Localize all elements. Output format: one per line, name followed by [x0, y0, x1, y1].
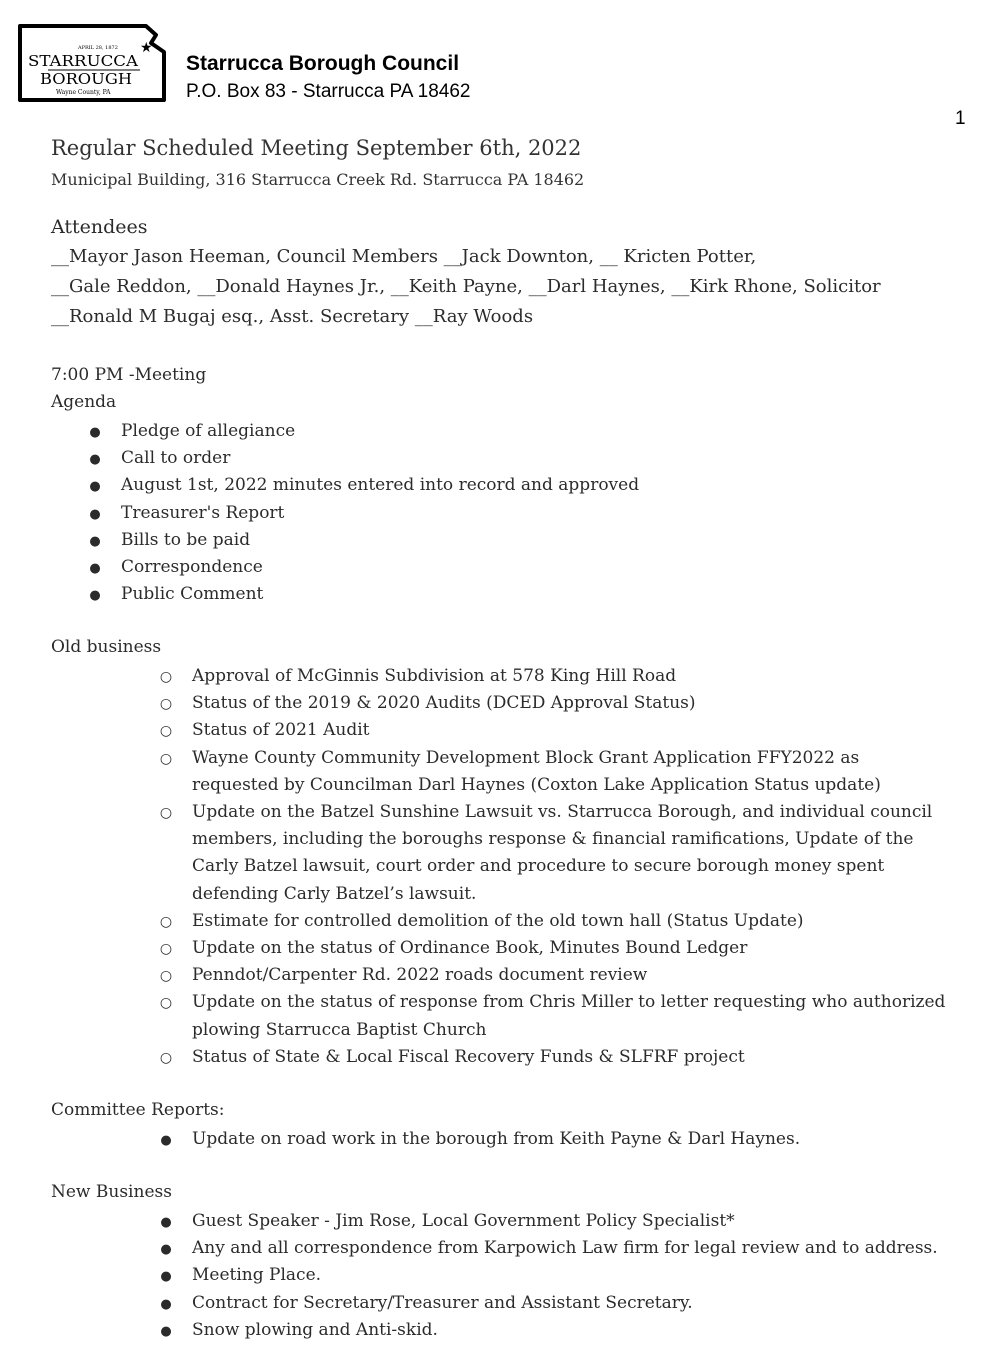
- old-business-heading: Old business: [51, 637, 162, 657]
- list-item-text: Call to order: [121, 448, 231, 469]
- circle-bullet-icon: [156, 935, 176, 963]
- logo-county: Wayne County, PA: [56, 89, 111, 96]
- list-item-text-line: Wayne County Community Development Block Grant Application FFY2022 as: [192, 747, 860, 768]
- list-item-text-line: Approval of McGinnis Subdivision at 578 King Hill Road: [192, 666, 677, 686]
- agenda-item: [121, 500, 639, 527]
- old-business-item: [192, 1044, 945, 1071]
- new-business-item: [192, 1235, 938, 1262]
- bullet-icon: [85, 500, 105, 528]
- list-item-text-line: requested by Councilman Darl Haynes (Coxton Lake Application Status update): [192, 774, 881, 795]
- bullet-icon: [156, 1208, 176, 1236]
- list-item-text: Update on road work in the borough from Keith Payne & Darl Haynes.: [192, 1129, 801, 1149]
- list-item-text: Any and all correspondence from Karpowich Law firm for legal review and to address.: [192, 1238, 938, 1259]
- org-address: P.O. Box 83 - Starrucca PA 18462: [186, 81, 471, 102]
- list-item-text-line: Status of the 2019 & 2020 Audits (DCED Approval Status): [192, 693, 696, 714]
- committee-reports-heading: Committee Reports:: [51, 1100, 225, 1120]
- new-business-item: [192, 1290, 938, 1317]
- page-number: 1: [955, 108, 966, 129]
- bullet-icon: [156, 1126, 176, 1154]
- old-business-item: [192, 663, 945, 690]
- bullet-icon: [85, 445, 105, 473]
- logo-starrucca: STARRUCCA: [28, 52, 139, 70]
- list-item-text: Contract for Secretary/Treasurer and Assistant Secretary.: [192, 1292, 693, 1313]
- committee-report-item: [192, 1126, 800, 1153]
- list-item-text: Pledge of allegiance: [121, 421, 296, 441]
- agenda-heading: Agenda: [51, 392, 117, 412]
- list-item-text-line: Update on the Batzel Sunshine Lawsuit vs. Starrucca Borough, and individual council: [192, 802, 933, 823]
- agenda-item: [121, 445, 639, 472]
- list-item-text-line: defending Carly Batzel’s lawsuit.: [192, 883, 477, 904]
- agenda-list: [121, 418, 639, 608]
- list-item-text: Public Comment: [121, 584, 264, 605]
- circle-bullet-icon: [156, 1044, 176, 1072]
- new-business-item: [192, 1262, 938, 1289]
- list-item-text-line: Update on the status of Ordinance Book, Minutes Bound Ledger: [192, 938, 748, 959]
- old-business-item: [192, 989, 945, 1043]
- bullet-icon: [85, 581, 105, 609]
- list-item-text: Correspondence: [121, 557, 263, 578]
- logo-date: APRIL 28, 1872: [78, 45, 118, 51]
- logo-borough: BOROUGH: [40, 70, 132, 88]
- new-business-item: [192, 1208, 938, 1235]
- old-business-item: [192, 690, 945, 717]
- list-item-text: Treasurer's Report: [121, 502, 285, 523]
- list-item-text-line: Estimate for controlled demolition of the old town hall (Status Update): [192, 910, 804, 931]
- org-name: Starrucca Borough Council: [186, 52, 460, 75]
- old-business-item: [192, 935, 945, 962]
- new-business-list: [192, 1208, 938, 1344]
- list-item-text: Meeting Place.: [192, 1265, 322, 1286]
- circle-bullet-icon: [156, 962, 176, 990]
- list-item-text-line: Penndot/Carpenter Rd. 2022 roads document review: [192, 965, 648, 986]
- agenda-item: [121, 527, 639, 554]
- attendees-line: __Ronald M Bugaj esq., Asst. Secretary __Ray Woods: [51, 306, 534, 327]
- list-item-text-line: Update on the status of response from Chris Miller to letter requesting who authorized: [192, 992, 946, 1013]
- list-item-text: August 1st, 2022 minutes entered into record and approved: [121, 475, 640, 496]
- borough-logo: [18, 22, 168, 110]
- attendees-line: __Mayor Jason Heeman, Council Members __Jack Downton, __ Kricten Potter,: [51, 246, 757, 267]
- circle-bullet-icon: [156, 690, 176, 718]
- agenda-item: [121, 472, 639, 499]
- agenda-item: [121, 554, 639, 581]
- meeting-title: Regular Scheduled Meeting September 6th, 2022: [51, 136, 582, 160]
- bullet-icon: [85, 472, 105, 500]
- old-business-item: [192, 717, 945, 744]
- agenda-item: [121, 418, 639, 445]
- old-business-item: [192, 908, 945, 935]
- meeting-location: Municipal Building, 316 Starrucca Creek Rd. Starrucca PA 18462: [51, 170, 585, 189]
- list-item-text-line: Status of 2021 Audit: [192, 720, 370, 741]
- list-item-text: Snow plowing and Anti-skid.: [192, 1319, 438, 1340]
- bullet-icon: [156, 1290, 176, 1318]
- bullet-icon: [156, 1235, 176, 1263]
- committee-reports-list: [192, 1126, 800, 1153]
- circle-bullet-icon: [156, 663, 176, 691]
- list-item-text: Guest Speaker - Jim Rose, Local Government Policy Specialist*: [192, 1211, 735, 1231]
- old-business-item: [192, 745, 945, 799]
- old-business-item: [192, 962, 945, 989]
- list-item-text-line: plowing Starrucca Baptist Church: [192, 1019, 487, 1040]
- list-item-text-line: Carly Batzel lawsuit, court order and procedure to secure borough money spent: [192, 856, 885, 877]
- attendees-line: __Gale Reddon, __Donald Haynes Jr., __Keith Payne, __Darl Haynes, __Kirk Rhone, Solicitor: [51, 276, 881, 297]
- new-business-heading: New Business: [51, 1182, 172, 1202]
- bullet-icon: [85, 418, 105, 446]
- bullet-icon: [85, 554, 105, 582]
- bullet-icon: [156, 1262, 176, 1290]
- list-item-text-line: members, including the boroughs response & financial ramifications, Update of the: [192, 829, 914, 850]
- circle-bullet-icon: [156, 717, 176, 745]
- list-item-text-line: Status of State & Local Fiscal Recovery Funds & SLFRF project: [192, 1046, 745, 1067]
- logo-star-icon: ★: [140, 40, 153, 56]
- old-business-item: [192, 799, 945, 908]
- circle-bullet-icon: [156, 908, 176, 936]
- new-business-item: [192, 1317, 938, 1344]
- circle-bullet-icon: [156, 745, 176, 773]
- bullet-icon: [156, 1317, 176, 1345]
- circle-bullet-icon: [156, 799, 176, 827]
- circle-bullet-icon: [156, 989, 176, 1017]
- bullet-icon: [85, 527, 105, 555]
- agenda-time: 7:00 PM -Meeting: [51, 365, 207, 385]
- old-business-list: [192, 663, 945, 1071]
- attendees-heading: Attendees: [51, 216, 148, 238]
- list-item-text: Bills to be paid: [121, 529, 251, 550]
- agenda-item: [121, 581, 639, 608]
